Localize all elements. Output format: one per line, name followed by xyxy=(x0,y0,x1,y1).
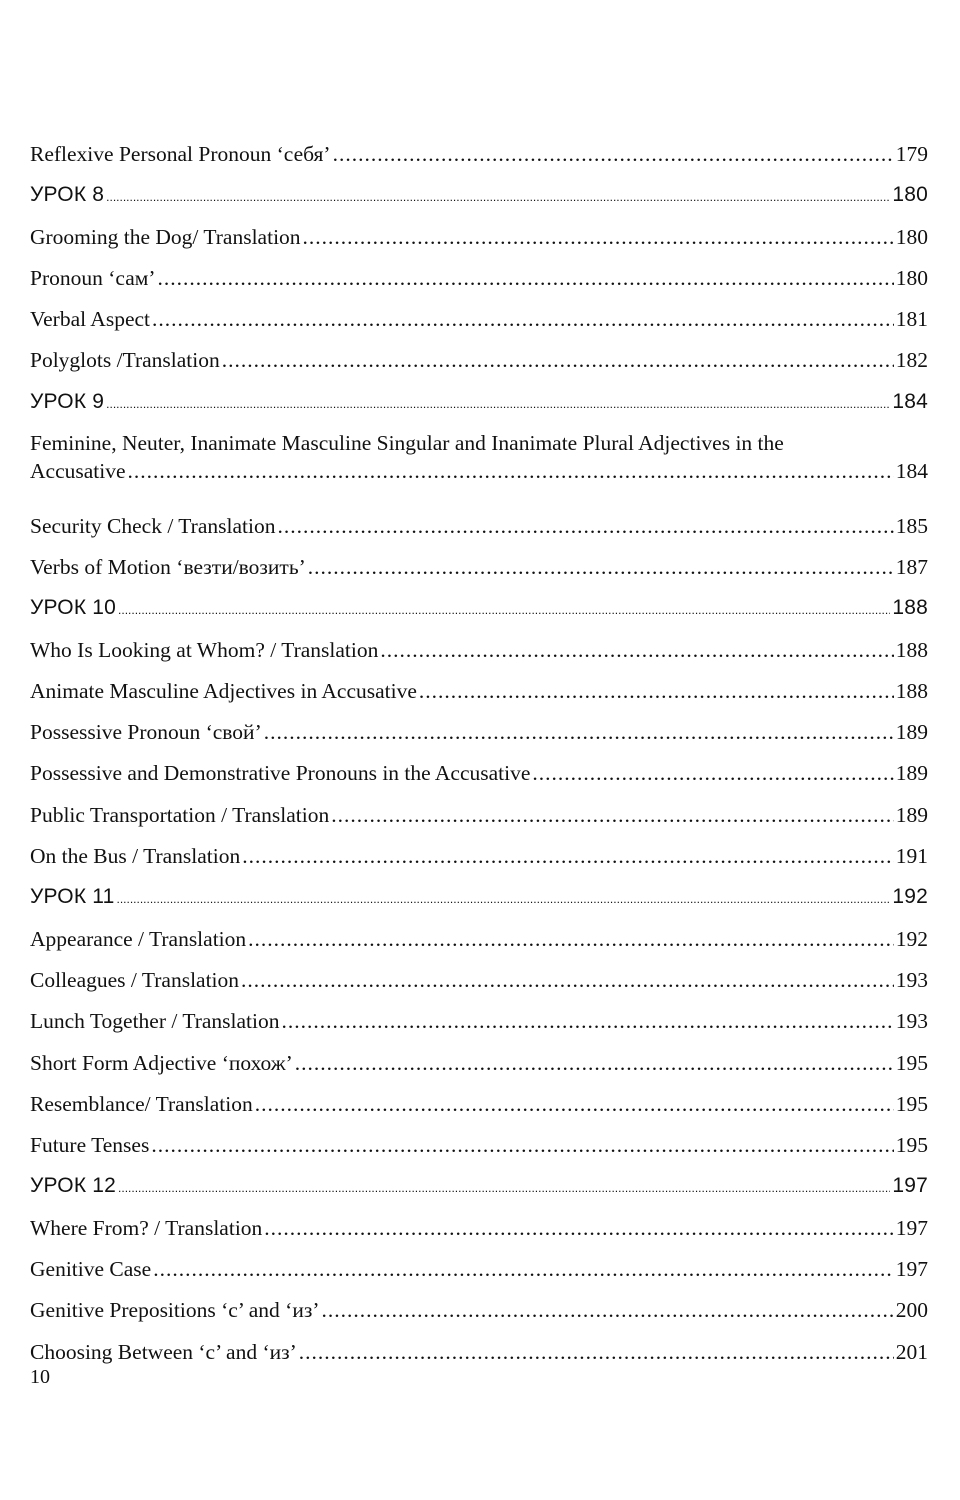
dot-leader xyxy=(380,636,893,664)
toc-entry-title: Verbal Aspect xyxy=(30,307,151,332)
dot-leader xyxy=(222,346,894,374)
dot-leader xyxy=(419,677,894,705)
toc-entry[interactable] xyxy=(30,305,928,346)
toc-entry-title: УРОК 9 xyxy=(30,389,105,413)
toc-entry-page: 191 xyxy=(895,844,928,869)
toc-entry-page: 197 xyxy=(895,1215,928,1240)
toc-entry-page: 193 xyxy=(895,967,928,992)
toc-entry-page: 188 xyxy=(895,637,928,662)
toc-entry[interactable] xyxy=(30,1049,928,1090)
toc-lesson-heading[interactable] xyxy=(30,388,928,429)
toc-lesson-heading[interactable] xyxy=(30,594,928,635)
toc-entry-title: УРОК 11 xyxy=(30,885,115,909)
toc-entry-page: 197 xyxy=(892,1174,928,1198)
toc-entry-title: Grooming the Dog/ Translation xyxy=(30,224,301,249)
toc-entry[interactable] xyxy=(30,1296,928,1337)
toc-entry-page: 188 xyxy=(892,596,928,620)
toc-entry-page: 195 xyxy=(895,1050,928,1075)
dot-leader xyxy=(264,1214,893,1242)
dot-leader xyxy=(295,1049,894,1077)
toc-entry[interactable] xyxy=(30,553,928,594)
dot-leader xyxy=(303,223,894,251)
toc-entry-title: Public Transportation / Translation xyxy=(30,802,330,827)
toc-entry-title: Lunch Together / Translation xyxy=(30,1009,280,1034)
toc-entry-title: Verbs of Motion ‘везти/возить’ xyxy=(30,554,306,579)
toc-entry[interactable] xyxy=(30,512,928,553)
toc-entry-title: Where From? / Translation xyxy=(30,1215,263,1240)
dot-leader xyxy=(282,1007,894,1035)
toc-entry-title: Colleagues / Translation xyxy=(30,967,240,992)
dot-leader xyxy=(264,718,894,746)
dot-leader xyxy=(242,842,894,870)
toc-entry-title: Security Check / Translation xyxy=(30,513,276,538)
toc-entry-page: 200 xyxy=(895,1298,928,1323)
toc-entry[interactable] xyxy=(30,842,928,883)
toc-entry-page: 192 xyxy=(895,926,928,951)
toc-entry-title: Short Form Adjective ‘похож’ xyxy=(30,1050,293,1075)
toc-entry-title-continued: Accusative xyxy=(30,459,126,484)
dot-leader xyxy=(128,457,894,485)
toc-entry-title: Future Tenses xyxy=(30,1133,150,1158)
toc-entry-page: 192 xyxy=(892,885,928,909)
toc-entry-page: 201 xyxy=(895,1339,928,1364)
toc-entry-title: Possessive Pronoun ‘свой’ xyxy=(30,720,262,745)
toc-entry-title: Appearance / Translation xyxy=(30,926,247,951)
toc-entry[interactable] xyxy=(30,636,928,677)
toc-entry-title: Choosing Between ‘с’ and ‘из’ xyxy=(30,1339,297,1364)
dot-leader xyxy=(248,925,894,953)
toc-entry-page: 180 xyxy=(895,265,928,290)
toc-entry[interactable] xyxy=(30,264,928,305)
toc-entry-page: 195 xyxy=(895,1133,928,1158)
dot-leader xyxy=(158,264,894,292)
toc-entry[interactable] xyxy=(30,1007,928,1048)
toc-entry-page: 179 xyxy=(895,142,928,166)
toc-entry-page: 184 xyxy=(892,389,928,413)
toc-entry-title: Feminine, Neuter, Inanimate Masculine Singular and Inanimate Plural Adjectives in the xyxy=(30,431,784,456)
dot-leader xyxy=(151,1131,893,1159)
toc-entry[interactable] xyxy=(30,718,928,759)
toc-entry[interactable] xyxy=(30,801,928,842)
toc-entry-title: Possessive and Demonstrative Pronouns in the Accusative xyxy=(30,761,531,786)
dot-leader xyxy=(333,140,894,168)
dot-leader xyxy=(118,1172,890,1202)
toc-entry-page: 189 xyxy=(895,720,928,745)
dot-leader xyxy=(106,388,890,418)
page-number: 10 xyxy=(30,1366,50,1388)
table-of-contents xyxy=(30,140,928,1379)
toc-entry-title: УРОК 8 xyxy=(30,183,105,207)
toc-entry-page: 182 xyxy=(895,348,928,373)
toc-entry[interactable] xyxy=(30,223,928,264)
dot-leader xyxy=(331,801,894,829)
dot-leader xyxy=(152,305,894,333)
toc-entry-continuation xyxy=(30,457,928,485)
toc-entry-page: 185 xyxy=(895,513,928,538)
dot-leader xyxy=(299,1338,894,1366)
toc-lesson-heading[interactable] xyxy=(30,181,928,222)
toc-entry-page: 189 xyxy=(895,802,928,827)
toc-entry[interactable] xyxy=(30,1214,928,1255)
toc-entry-page: 189 xyxy=(895,761,928,786)
dot-leader xyxy=(118,594,890,624)
toc-lesson-heading[interactable] xyxy=(30,1172,928,1213)
toc-entry-title: Pronoun ‘сам’ xyxy=(30,265,156,290)
toc-entry-page: 184 xyxy=(895,459,928,484)
toc-entry-title: Genitive Prepositions ‘с’ and ‘из’ xyxy=(30,1298,320,1323)
dot-leader xyxy=(106,181,890,211)
toc-entry[interactable] xyxy=(30,429,928,512)
toc-entry[interactable] xyxy=(30,966,928,1007)
dot-leader xyxy=(321,1296,893,1324)
toc-entry-page: 181 xyxy=(895,307,928,332)
toc-entry-title: Who Is Looking at Whom? / Translation xyxy=(30,637,379,662)
toc-entry-title: Animate Masculine Adjectives in Accusative xyxy=(30,678,417,703)
toc-entry-page: 187 xyxy=(895,554,928,579)
toc-entry[interactable] xyxy=(30,346,928,387)
toc-entry-title: Genitive Case xyxy=(30,1257,152,1282)
toc-entry[interactable] xyxy=(30,925,928,966)
toc-entry[interactable] xyxy=(30,1338,928,1379)
toc-entry-title: Resemblance/ Translation xyxy=(30,1091,253,1116)
dot-leader xyxy=(532,759,893,787)
dot-leader xyxy=(308,553,894,581)
toc-entry-page: 195 xyxy=(895,1091,928,1116)
toc-entry[interactable] xyxy=(30,1255,928,1296)
dot-leader xyxy=(255,1090,894,1118)
dot-leader xyxy=(241,966,894,994)
toc-entry-title: Reflexive Personal Pronoun ‘себя’ xyxy=(30,142,331,166)
toc-entry[interactable] xyxy=(30,759,928,800)
dot-leader xyxy=(153,1255,894,1283)
toc-entry-page: 188 xyxy=(895,678,928,703)
toc-entry[interactable] xyxy=(30,677,928,718)
dot-leader xyxy=(277,512,893,540)
toc-entry[interactable] xyxy=(30,140,928,181)
toc-entry-title: УРОК 10 xyxy=(30,596,117,620)
toc-entry-page: 197 xyxy=(895,1257,928,1282)
toc-entry-title: Polyglots /Translation xyxy=(30,348,220,373)
toc-entry[interactable] xyxy=(30,1090,928,1131)
toc-entry[interactable] xyxy=(30,1131,928,1172)
toc-entry-page: 180 xyxy=(895,224,928,249)
toc-entry-page: 180 xyxy=(892,183,928,207)
toc-entry-page: 193 xyxy=(895,1009,928,1034)
dot-leader xyxy=(117,883,891,913)
toc-lesson-heading[interactable] xyxy=(30,883,928,924)
toc-entry-title: УРОК 12 xyxy=(30,1174,117,1198)
toc-entry-title: On the Bus / Translation xyxy=(30,844,241,869)
